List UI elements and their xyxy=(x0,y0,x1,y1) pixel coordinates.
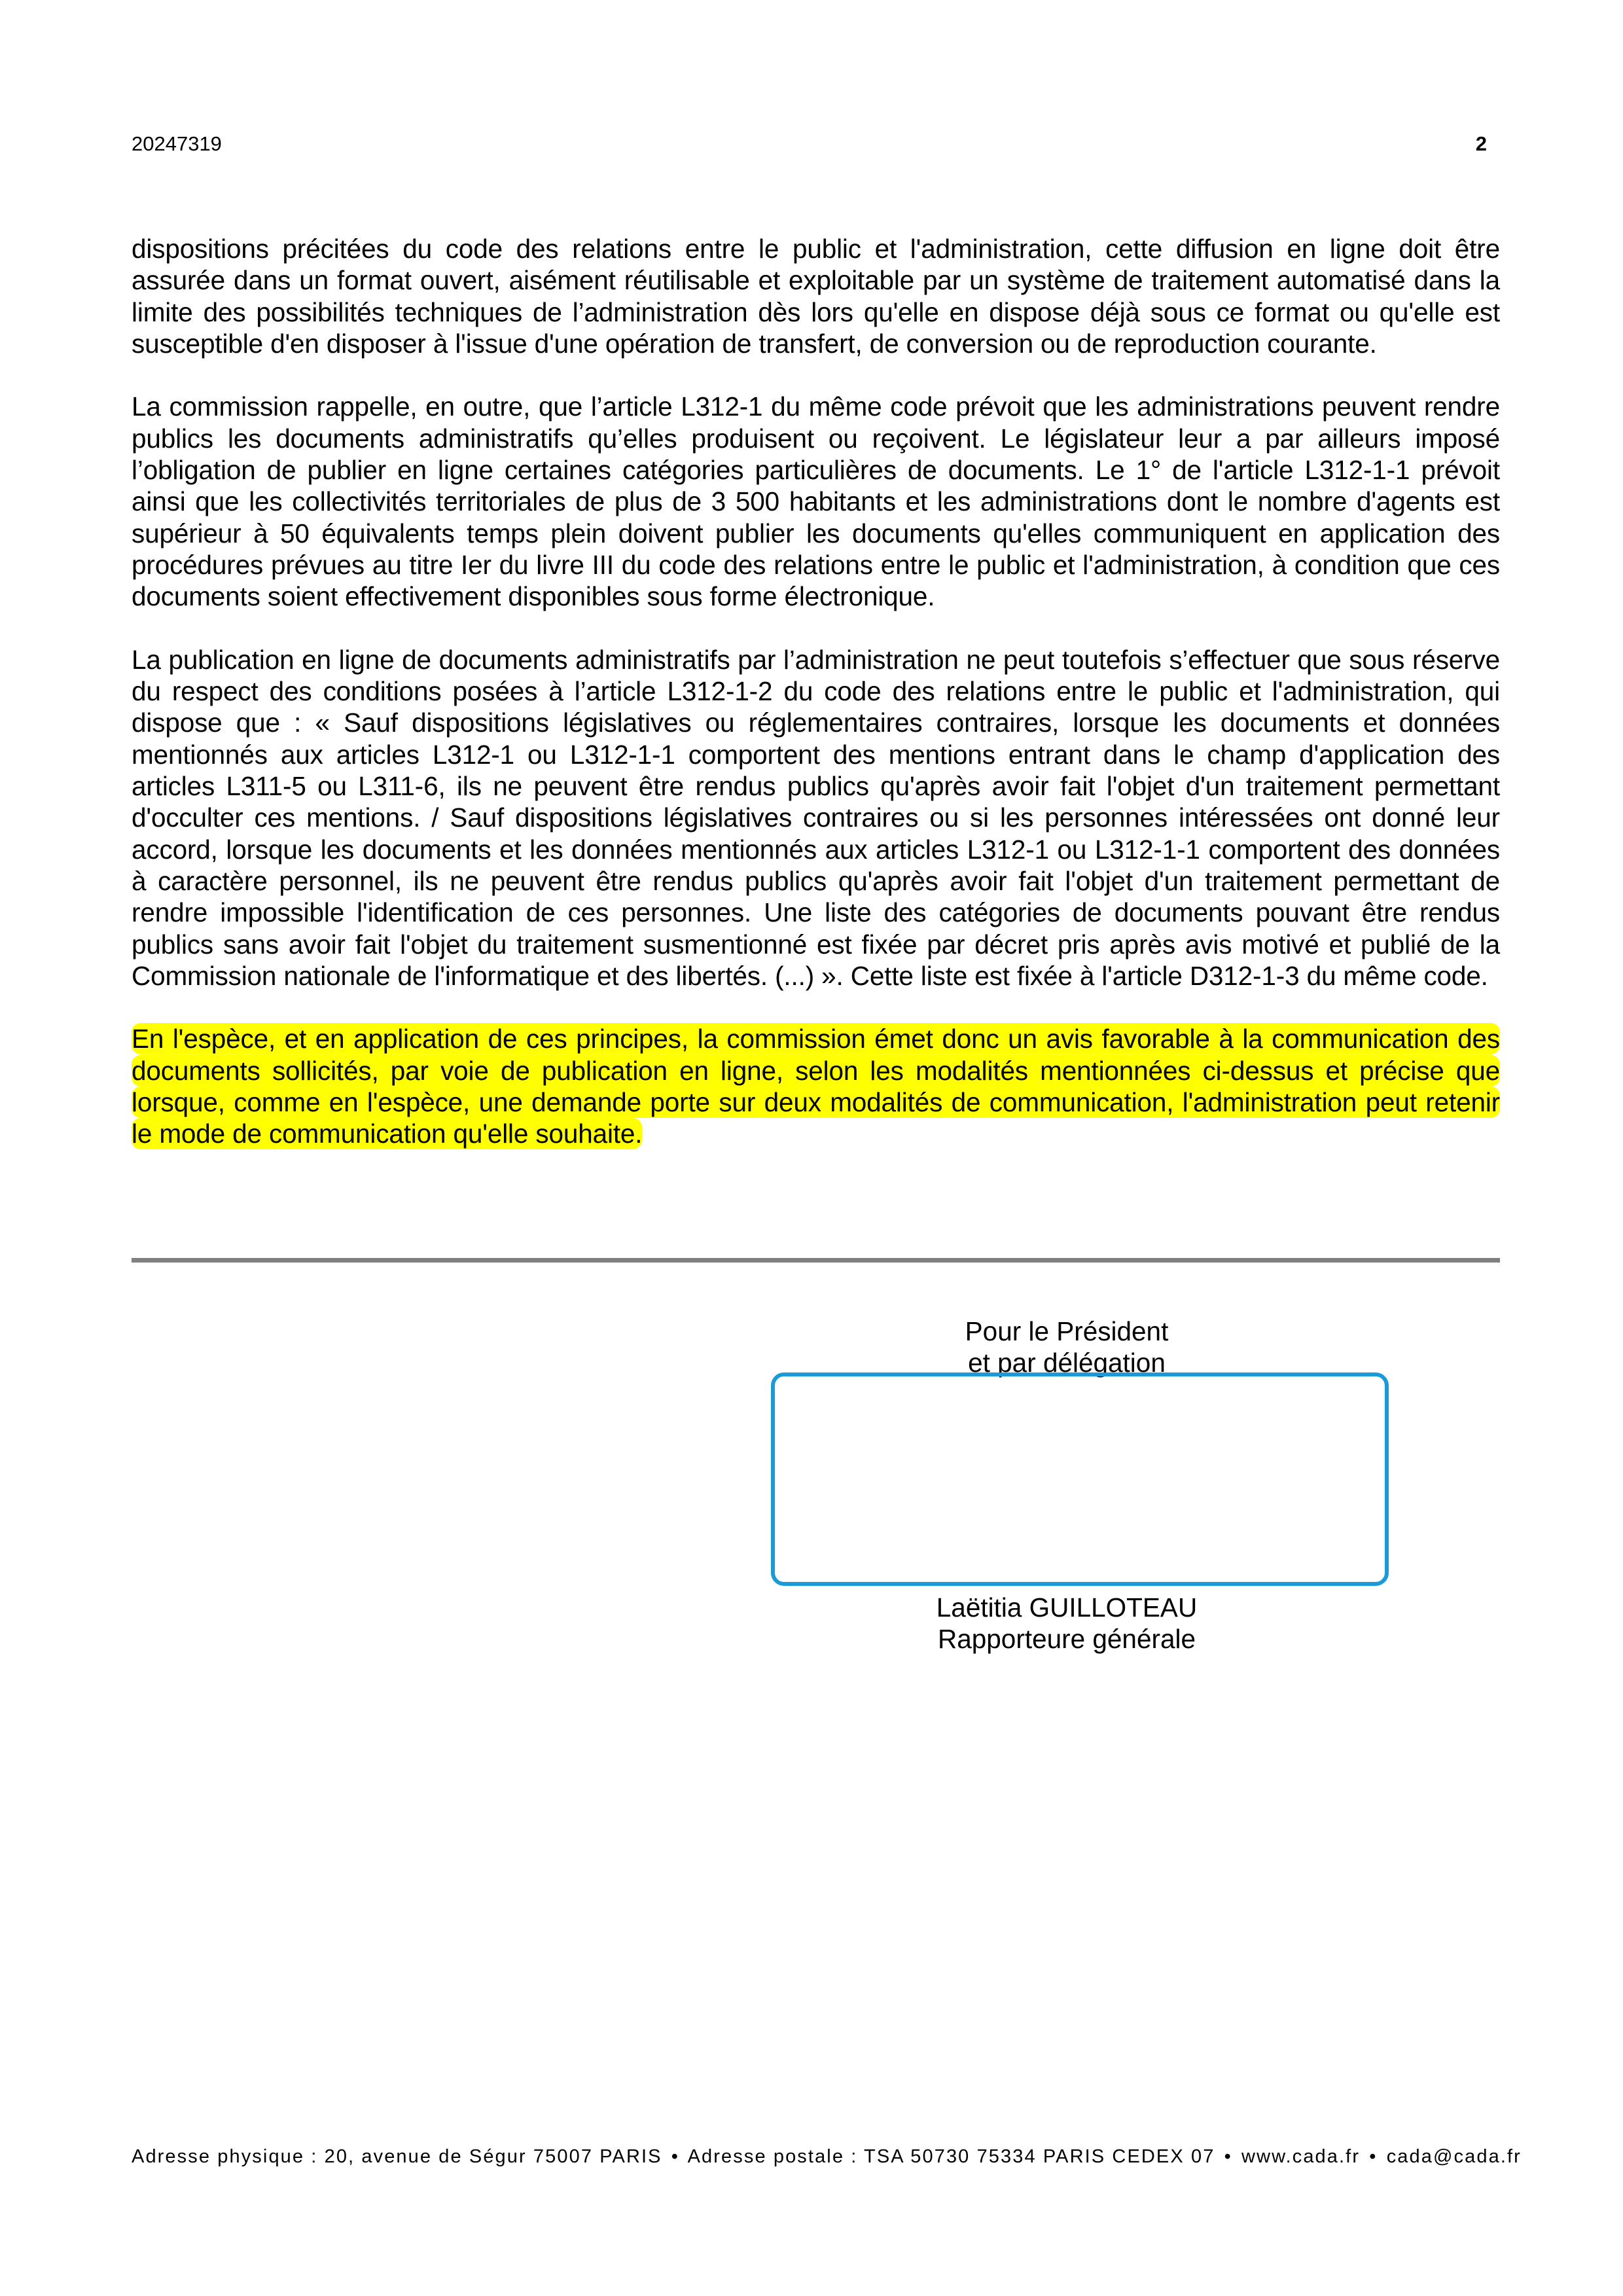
page-footer xyxy=(132,2144,1522,2170)
page-number: 2 xyxy=(1475,132,1487,155)
signature-line-1: Pour le Président xyxy=(965,1316,1169,1346)
signer-block xyxy=(772,1592,1361,1655)
paragraph-open-format: dispositions précitées du code des relations entre le public et l'administration, cette diffusion en ligne doit être assurée dans un format ouvert, aisément réutilisable et exploitable par un système de traitement automatisé dans la limite des possibilités techniques de l’administration dès lors qu'elle en dispose déjà sous ce format ou qu'elle est susceptible d'en disposer à l'issue d'une opération de transfert, de conversion ou de reproduction courante. xyxy=(132,234,1500,359)
paragraph-article-l312-1-2: La publication en ligne de documents administratifs par l’administration ne peut toutefois s’effectuer que sous réserve du respect des conditions posées à l’article L312-1-2 du code des relations entre le public et l'administration, qui dispose que : « Sauf dispositions législatives ou réglementaires contraires, lorsque les documents et données mentionnés aux articles L312-1 ou L312-1-1 comportent des mentions entrant dans le champ d'application des articles L311-5 ou L311-6, ils ne peuvent être rendus publics qu'après avoir fait l'objet d'un traitement permettant d'occulter ces mentions. / Sauf dispositions législatives contraires ou si les personnes intéressées ont donné leur accord, lorsque les documents et les données mentionnés aux articles L312-1 ou L312-1-1 comportent des données à caractère personnel, ils ne peuvent être rendus publics qu'après avoir fait l'objet d'un traitement permettant de rendre impossible l'identification de ces personnes. Une liste des catégories de documents pouvant être rendus publics sans avoir fait l'objet du traitement susmentionné est fixée par décret pris après avis motivé et publié de la Commission nationale de l'informatique et des libertés. (...) ». Cette liste est fixée à l'article D312-1-3 du même code. xyxy=(132,644,1500,991)
signature-delegation xyxy=(772,1316,1361,1378)
document-reference: 20247319 xyxy=(132,132,222,155)
footer-website-link[interactable]: www.cada.fr xyxy=(1241,2146,1361,2167)
paragraph-conclusion xyxy=(132,1023,1500,1149)
page-header xyxy=(132,131,1487,157)
section-divider xyxy=(132,1258,1500,1263)
paragraph-article-l312-1: La commission rappelle, en outre, que l’article L312-1 du même code prévoit que les administrations peuvent rendre publics les documents administratifs qu’elles produisent ou reçoivent. Le législateur leur a par ailleurs imposé l’obligation de publier en ligne certaines catégories particulières de documents. Le 1° de l'article L312-1-1 prévoit ainsi que les collectivités territoriales de plus de 3 500 habitants et les administrations dont le nombre d'agents est supérieur à 50 équivalents temps plein doivent publier les documents qu'elles communiquent en application des procédures prévues au titre Ier du livre III du code des relations entre le public et l'administration, à condition que ces documents soient effectivement disponibles sous forme électronique. xyxy=(132,391,1500,612)
signature-box xyxy=(771,1372,1389,1586)
footer-separator: • xyxy=(1224,2146,1232,2167)
signer-name: Laëtitia GUILLOTEAU xyxy=(936,1592,1198,1623)
footer-physical-address: Adresse physique : 20, avenue de Ségur 75007 PARIS xyxy=(132,2146,662,2167)
footer-separator: • xyxy=(671,2146,680,2167)
highlighted-conclusion-text[interactable]: En l'espèce, et en application de ces principes, la commission émet donc un avis favorable à la communication des documents sollicités, par voie de publication en ligne, selon les modalités mentionnées ci-dessus et précise que lorsque, comme en l'espèce, une demande porte sur deux modalités de communication, l'administration peut retenir le mode de communication qu'elle souhaite. xyxy=(132,1024,1500,1149)
footer-email-link[interactable]: cada@cada.fr xyxy=(1386,2146,1522,2167)
footer-postal-address: Adresse postale : TSA 50730 75334 PARIS CEDEX 07 xyxy=(687,2146,1215,2167)
signer-title: Rapporteure générale xyxy=(937,1624,1196,1654)
signature-line-2: et par délégation xyxy=(968,1348,1166,1378)
footer-separator: • xyxy=(1369,2146,1378,2167)
document-body xyxy=(132,233,1500,1181)
